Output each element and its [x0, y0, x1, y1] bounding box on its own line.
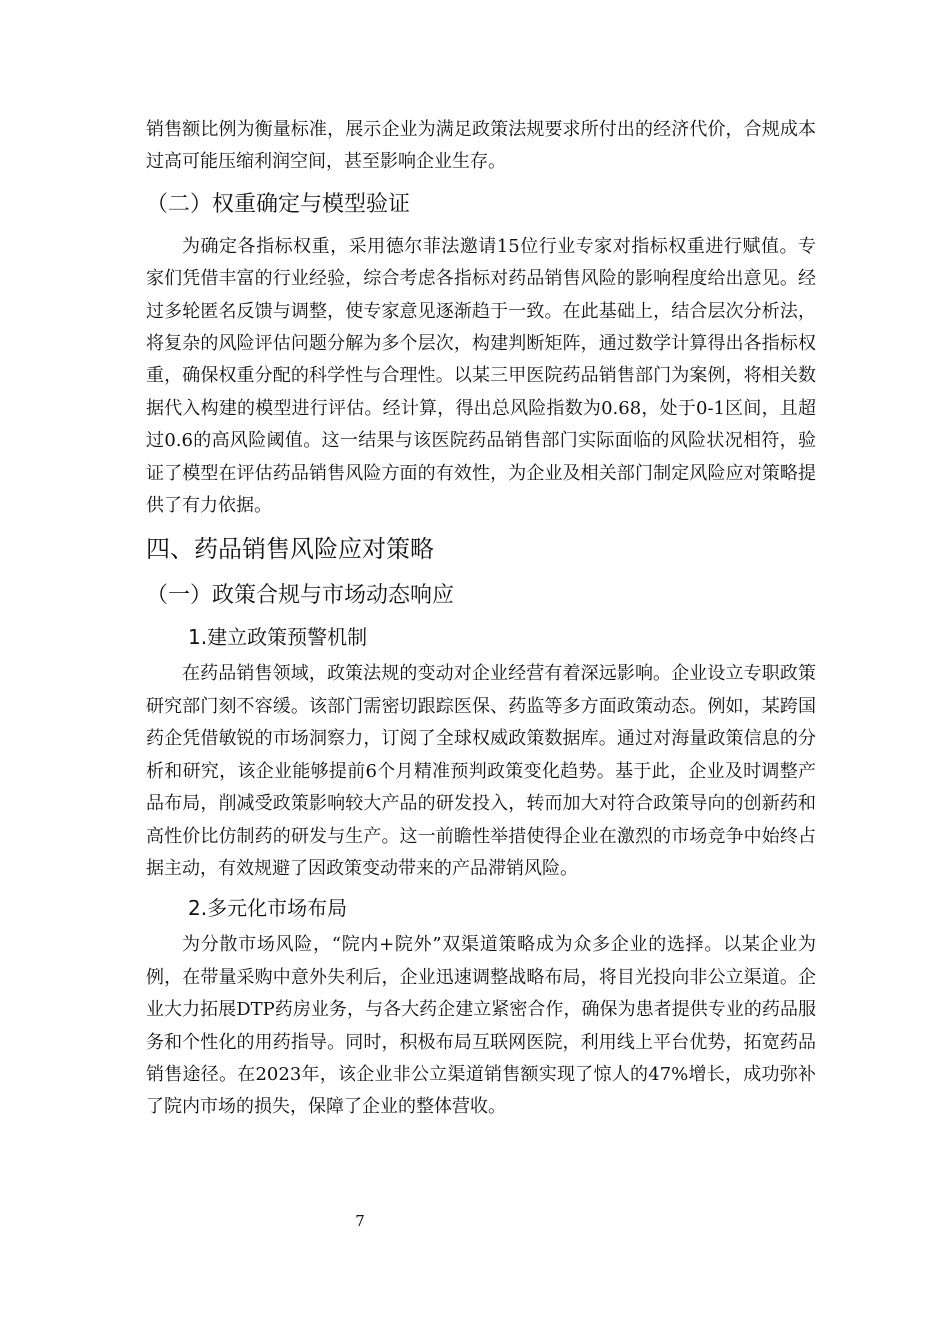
paragraph-weights: 为确定各指标权重，采用德尔菲法邀请15位行业专家对指标权重进行赋值。专家们凭借丰富的行业经验，综合考虑各指标对药品销售风险的影响程度给出意见。经过多轮匿名反馈与调整，使专家意见逐渐趋于一致。在此基础上，结合层次分析法，将复杂的风险评估问题分解为多个层次，构建判断矩阵，通过数学计算得出各指标权重，确保权重分配的科学性与合理性。以某三甲医院药品销售部门为案例，将相关数据代入构建的模型进行评估。经计算，得出总风险指数为0.68，处于0-1区间，且超过0.6的高风险阈值。这一结果与该医院药品销售部门实际面临的风险状况相符，验证了模型在评估药品销售风险方面的有效性，为企业及相关部门制定风险应对策略提供了有力依据。	[146, 235, 816, 517]
subsection-heading-2: 2.多元化市场布局	[188, 896, 348, 921]
page-number: 7	[355, 1212, 365, 1230]
section-heading-2-2: （二）权重确定与模型验证	[146, 191, 411, 217]
paragraph-market-layout: 为分散市场风险，“院内+院外”双渠道策略成为众多企业的选择。以某企业为例，在带量采购中意外失利后，企业迅速调整战略布局，将目光投向非公立渠道。企业大力拓展DTP药房业务，与各大药企建立紧密合作，确保为患者提供专业的药品服务和个性化的用药指导。同时，积极布局互联网医院，利用线上平台优势，拓宽药品销售途径。在2023年，该企业非公立渠道销售额实现了惊人的47%增长，成功弥补了院内市场的损失，保障了企业的整体营收。	[146, 934, 816, 1118]
section-heading-4: 四、药品销售风险应对策略	[146, 535, 434, 564]
paragraph-policy-warning: 在药品销售领域，政策法规的变动对企业经营有着深远影响。企业设立专职政策研究部门刻不容缓。该部门需密切跟踪医保、药监等多方面政策动态。例如，某跨国药企凭借敏锐的市场洞察力，订阅了全球权威政策数据库。通过对海量政策信息的分析和研究，该企业能够提前6个月精准预判政策变化趋势。基于此，企业及时调整产品布局，削减受政策影响较大产品的研发投入，转而加大对符合政策导向的创新药和高性价比仿制药的研发与生产。这一前瞻性举措使得企业在激烈的市场竞争中始终占据主动，有效规避了因政策变动带来的产品滞销风险。	[146, 663, 816, 879]
page-content	[146, 114, 816, 1124]
paragraph-continuation: 销售额比例为衡量标准，展示企业为满足政策法规要求所付出的经济代价，合规成本过高可能压缩利润空间，甚至影响企业生存。	[146, 119, 816, 173]
section-heading-4-1: （一）政策合规与市场动态响应	[146, 583, 455, 609]
subsection-heading-1: 1.建立政策预警机制	[188, 625, 368, 650]
